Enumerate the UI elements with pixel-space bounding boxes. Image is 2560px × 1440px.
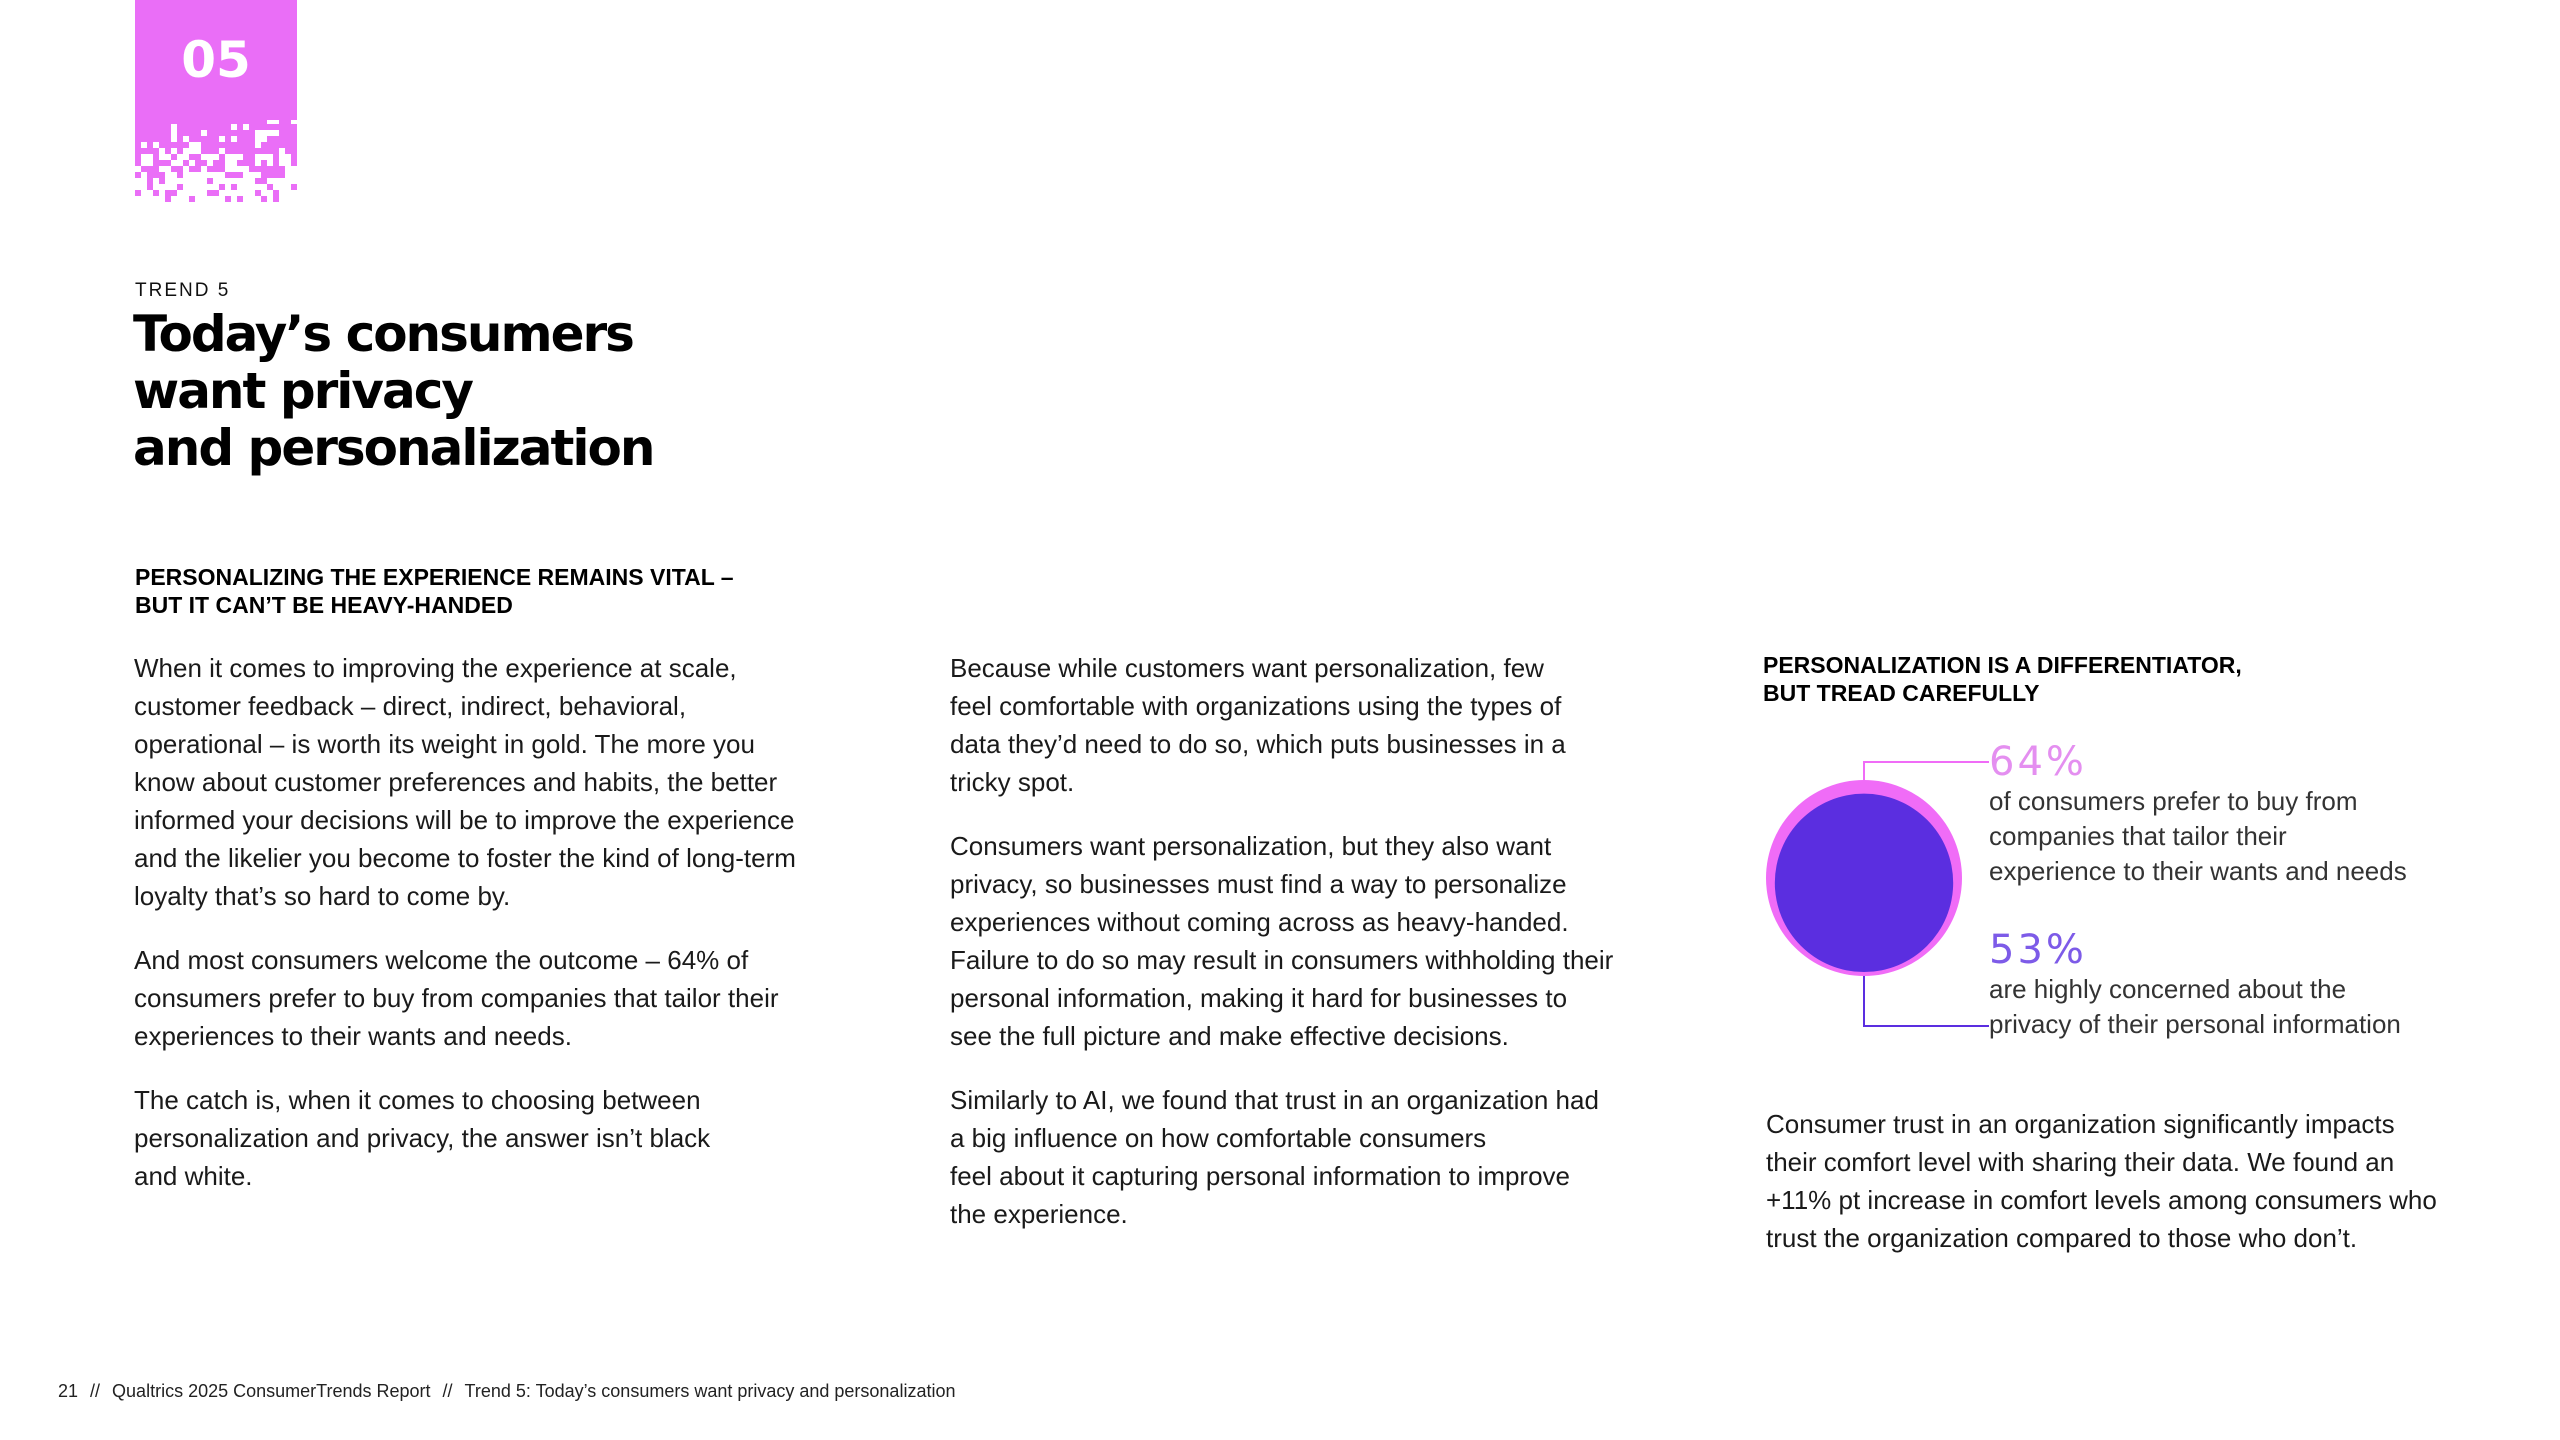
text-line: trust the organization compared to those who don’t. <box>1766 1223 2358 1253</box>
stat-chart <box>1755 752 2005 1042</box>
text-line: And most consumers welcome the outcome – 64% of <box>134 945 749 975</box>
pixel-square <box>141 148 147 154</box>
leader-line-64 <box>1864 762 1989 780</box>
pixel-square <box>207 136 213 142</box>
pixel-square <box>243 118 249 124</box>
pixel-square <box>213 136 219 142</box>
pixel-square <box>147 172 153 178</box>
pixel-square <box>195 136 201 142</box>
text-line: Because while customers want personalization, few <box>950 653 1544 683</box>
pixel-square <box>207 118 213 124</box>
pixel-square <box>285 118 291 124</box>
pixel-square <box>279 124 285 130</box>
pixel-square <box>153 118 159 124</box>
pixel-square <box>177 172 183 178</box>
subheading-line: BUT IT CAN’T BE HEAVY-HANDED <box>135 592 513 618</box>
pixel-square <box>147 166 153 172</box>
pixel-square <box>267 184 273 190</box>
stat-desc-line: companies that tailor their <box>1989 821 2287 851</box>
pixel-square <box>135 124 141 130</box>
page-title <box>133 306 653 477</box>
pixel-square <box>135 190 141 196</box>
page-footer <box>58 1381 955 1402</box>
pixel-square <box>165 142 171 148</box>
pixel-square <box>177 148 183 154</box>
pixel-square <box>225 136 231 142</box>
pixel-square <box>237 118 243 124</box>
pixel-square <box>147 136 153 142</box>
pixel-square <box>273 190 279 196</box>
pixel-square <box>267 142 273 148</box>
pixel-square <box>273 136 279 142</box>
pixel-square <box>231 172 237 178</box>
pixel-square <box>243 130 249 136</box>
footer-separator: // <box>90 1381 101 1401</box>
pixel-square <box>261 172 267 178</box>
pixel-square <box>219 142 225 148</box>
subheading-line: PERSONALIZING THE EXPERIENCE REMAINS VITAL – <box>135 564 734 590</box>
pixel-square <box>273 196 279 202</box>
pixel-square <box>213 124 219 130</box>
subheading-line: PERSONALIZATION IS A DIFFERENTIATOR, <box>1763 652 2242 678</box>
pixel-square <box>225 172 231 178</box>
pixel-square <box>141 118 147 124</box>
pixel-square <box>165 148 171 154</box>
pixel-square <box>177 130 183 136</box>
pixel-square <box>171 154 177 160</box>
pixel-square <box>279 172 285 178</box>
pixel-square <box>279 166 285 172</box>
pixel-square <box>165 130 171 136</box>
pixel-square <box>267 124 273 130</box>
pixel-square <box>249 154 255 160</box>
left-subheading <box>135 563 734 619</box>
pixel-square <box>177 118 183 124</box>
pixel-square <box>291 124 297 130</box>
pixel-square <box>165 160 171 166</box>
pixel-square <box>141 124 147 130</box>
pixel-square <box>135 118 141 124</box>
pixel-square <box>177 166 183 172</box>
pixel-square <box>201 142 207 148</box>
text-line: customer feedback – direct, indirect, behavioral, <box>134 691 687 721</box>
title-line: Today’s consumers <box>133 305 633 363</box>
text-line: loyalty that’s so hard to come by. <box>134 881 511 911</box>
pixel-square <box>249 166 255 172</box>
stat-value-64: 64% <box>1989 739 2087 785</box>
pixel-square <box>147 124 153 130</box>
pixel-square <box>279 118 285 124</box>
circle-53 <box>1775 794 1953 972</box>
paragraph <box>950 827 1670 1055</box>
text-line: privacy, so businesses must find a way to personalize <box>950 869 1567 899</box>
pixel-square <box>225 124 231 130</box>
title-line: want privacy <box>133 362 472 420</box>
pixel-square <box>231 184 237 190</box>
pixel-square <box>291 142 297 148</box>
pixel-square <box>243 154 249 160</box>
pixel-square <box>135 154 141 160</box>
paragraph <box>134 1081 854 1195</box>
pixel-square <box>171 118 177 124</box>
right-body-text <box>1766 1105 2526 1283</box>
text-line: personalization and privacy, the answer isn’t black <box>134 1123 711 1153</box>
pixel-square <box>213 142 219 148</box>
pixel-square <box>273 142 279 148</box>
pixel-square <box>249 118 255 124</box>
pixel-square <box>159 124 165 130</box>
pixel-square <box>159 178 165 184</box>
pixel-square <box>183 130 189 136</box>
pixel-square <box>177 142 183 148</box>
text-line: feel about it capturing personal information to improve <box>950 1161 1571 1191</box>
pixel-square <box>285 124 291 130</box>
pixel-square <box>219 184 225 190</box>
pixel-square <box>207 124 213 130</box>
text-line: experiences without coming across as heavy-handed. <box>950 907 1569 937</box>
pixel-square <box>189 118 195 124</box>
trend-label: TREND 5 <box>135 280 231 301</box>
pixel-square <box>141 130 147 136</box>
text-line: know about customer preferences and habits, the better <box>134 767 778 797</box>
pixel-square <box>183 160 189 166</box>
pixel-square <box>267 166 273 172</box>
stat-desc-line: are highly concerned about the <box>1989 974 2347 1004</box>
pixel-square <box>171 166 177 172</box>
paragraph <box>950 649 1670 801</box>
pixel-square <box>255 118 261 124</box>
pixel-square <box>267 136 273 142</box>
pixel-square <box>159 160 165 166</box>
text-line: feel comfortable with organizations using the types of <box>950 691 1562 721</box>
pixel-square <box>225 196 231 202</box>
pixel-square <box>195 130 201 136</box>
pixel-square <box>189 154 195 160</box>
pixel-square <box>165 124 171 130</box>
pixel-square <box>147 130 153 136</box>
text-line: +11% pt increase in comfort levels among consumers who <box>1766 1185 2437 1215</box>
pixel-square <box>135 172 141 178</box>
pixel-square <box>213 148 219 154</box>
pixel-square <box>291 184 297 190</box>
pixel-square <box>219 124 225 130</box>
pixel-square <box>255 178 261 184</box>
pixel-square <box>225 142 231 148</box>
pixel-square <box>249 130 255 136</box>
text-line: personal information, making it hard for businesses to <box>950 983 1568 1013</box>
pixel-square <box>285 142 291 148</box>
pixel-square <box>285 130 291 136</box>
pixel-square <box>219 130 225 136</box>
text-line: When it comes to improving the experience at scale, <box>134 653 737 683</box>
pixel-square <box>231 130 237 136</box>
pixel-square <box>213 160 219 166</box>
right-subheading <box>1763 651 2242 707</box>
pixel-square <box>153 190 159 196</box>
pixel-square <box>273 148 279 154</box>
pixel-square <box>153 130 159 136</box>
pixel-square <box>195 118 201 124</box>
pixel-square <box>183 124 189 130</box>
pixel-square <box>255 148 261 154</box>
pixel-square <box>201 124 207 130</box>
pixel-square <box>177 184 183 190</box>
stat-description-64 <box>1989 784 2407 889</box>
report-name: Qualtrics 2025 ConsumerTrends Report <box>112 1381 431 1401</box>
text-line: Failure to do so may result in consumers withholding their <box>950 945 1614 975</box>
pixel-square <box>213 190 219 196</box>
text-line: and the likelier you become to foster the kind of long-term <box>134 843 796 873</box>
pixel-square <box>219 154 225 160</box>
pixel-square <box>291 154 297 160</box>
pixel-square <box>159 172 165 178</box>
pixel-square <box>141 136 147 142</box>
text-line: data they’d need to do so, which puts businesses in a <box>950 729 1566 759</box>
text-line: see the full picture and make effective decisions. <box>950 1021 1509 1051</box>
pixel-square <box>249 142 255 148</box>
pixel-square <box>141 166 147 172</box>
pixel-square <box>249 160 255 166</box>
pixel-square <box>159 130 165 136</box>
pixel-square <box>237 142 243 148</box>
pixel-square <box>291 130 297 136</box>
pixel-square <box>195 124 201 130</box>
pixel-square <box>207 178 213 184</box>
pixel-square <box>261 148 267 154</box>
pixel-square <box>171 142 177 148</box>
pixel-square <box>135 160 141 166</box>
pixel-square <box>249 136 255 142</box>
section-name: Trend 5: Today’s consumers want privacy and personalization <box>464 1381 956 1401</box>
pixel-square <box>261 118 267 124</box>
text-line: Consumers want personalization, but they also want <box>950 831 1552 861</box>
pixel-square <box>273 124 279 130</box>
pixel-square <box>279 130 285 136</box>
pixel-square <box>219 118 225 124</box>
pixel-square <box>171 190 177 196</box>
text-line: a big influence on how comfortable consumers <box>950 1123 1487 1153</box>
text-line: the experience. <box>950 1199 1128 1229</box>
pixel-square <box>183 142 189 148</box>
text-line: and white. <box>134 1161 253 1191</box>
pixel-square <box>261 178 267 184</box>
pixel-square <box>201 148 207 154</box>
pixel-square <box>135 148 141 154</box>
pixel-square <box>231 118 237 124</box>
pixel-square <box>189 166 195 172</box>
pixel-square <box>261 160 267 166</box>
pixel-square <box>237 130 243 136</box>
pixel-square <box>153 124 159 130</box>
paragraph <box>134 941 854 1055</box>
pixel-square <box>207 142 213 148</box>
pixel-square <box>207 148 213 154</box>
pixel-square <box>213 130 219 136</box>
pixel-square <box>177 124 183 130</box>
pixel-square <box>189 136 195 142</box>
pixel-square <box>237 160 243 166</box>
pixel-square <box>153 160 159 166</box>
pixel-square <box>207 190 213 196</box>
pixel-square <box>267 172 273 178</box>
text-line: operational – is worth its weight in gold. The more you <box>134 729 755 759</box>
stat-desc-line: of consumers prefer to buy from <box>1989 786 2358 816</box>
pixel-square <box>135 130 141 136</box>
pixel-square <box>261 142 267 148</box>
text-line: The catch is, when it comes to choosing between <box>134 1085 701 1115</box>
pixel-square <box>243 142 249 148</box>
pixel-square <box>237 136 243 142</box>
pixel-square <box>273 154 279 160</box>
paragraph <box>950 1081 1670 1233</box>
text-line: Similarly to AI, we found that trust in an organization had <box>950 1085 1599 1115</box>
text-line: informed your decisions will be to improve the experience <box>134 805 795 835</box>
stat-desc-line: experience to their wants and needs <box>1989 856 2407 886</box>
pixel-square <box>153 172 159 178</box>
pixel-square <box>279 142 285 148</box>
subheading-line: BUT TREAD CAREFULLY <box>1763 680 2040 706</box>
pixel-square <box>261 124 267 130</box>
pixel-square <box>147 118 153 124</box>
paragraph <box>1766 1105 2526 1257</box>
pixel-square <box>291 148 297 154</box>
pixel-square <box>201 160 207 166</box>
pixel-square <box>267 148 273 154</box>
pixel-square <box>255 190 261 196</box>
pixel-square <box>195 166 201 172</box>
stat-value-53: 53% <box>1989 927 2087 973</box>
text-line: experiences to their wants and needs. <box>134 1021 572 1051</box>
stat-desc-line: privacy of their personal information <box>1989 1009 2401 1039</box>
body-column-1 <box>134 649 854 1221</box>
pixel-square <box>189 124 195 130</box>
pixel-square <box>231 148 237 154</box>
pixel-square <box>273 172 279 178</box>
stat-description-53 <box>1989 972 2401 1042</box>
pixel-square <box>207 130 213 136</box>
pixel-square <box>153 166 159 172</box>
pixel-square <box>165 190 171 196</box>
pixel-square <box>177 136 183 142</box>
pixel-square <box>153 154 159 160</box>
pixel-square <box>225 130 231 136</box>
section-number-badge <box>135 0 297 120</box>
pixel-square <box>213 166 219 172</box>
page-number: 21 <box>58 1381 79 1401</box>
pixel-square <box>147 184 153 190</box>
pixel-square <box>291 136 297 142</box>
pixel-square <box>189 196 195 202</box>
pixel-square <box>159 136 165 142</box>
pixel-square <box>165 118 171 124</box>
pixel-square <box>249 148 255 154</box>
pixel-square <box>243 136 249 142</box>
pixel-square <box>285 136 291 142</box>
paragraph <box>134 649 854 915</box>
pixel-square <box>255 166 261 172</box>
pixel-square <box>285 148 291 154</box>
section-number: 05 <box>181 31 251 89</box>
pixel-square <box>237 148 243 154</box>
pixel-square <box>135 136 141 142</box>
pixel-square <box>237 172 243 178</box>
pixel-square <box>237 196 243 202</box>
leader-line-53 <box>1864 972 1989 1026</box>
text-line: Consumer trust in an organization significantly impacts <box>1766 1109 2395 1139</box>
pixel-square <box>273 166 279 172</box>
pixel-square <box>147 148 153 154</box>
pixel-square <box>165 136 171 142</box>
pixel-dissolve-decoration <box>135 118 297 202</box>
footer-separator: // <box>442 1381 453 1401</box>
pixel-square <box>219 166 225 172</box>
pixel-square <box>165 196 171 202</box>
pixel-square <box>159 118 165 124</box>
text-line: consumers prefer to buy from companies that tailor their <box>134 983 779 1013</box>
pixel-square <box>261 166 267 172</box>
pixel-square <box>279 136 285 142</box>
pixel-square <box>201 136 207 142</box>
pixel-square <box>225 148 231 154</box>
pixel-square <box>243 148 249 154</box>
pixel-square <box>291 160 297 166</box>
pixel-square <box>201 118 207 124</box>
pixel-square <box>261 196 267 202</box>
pixel-square <box>243 160 249 166</box>
pixel-square <box>219 160 225 166</box>
pixel-square <box>273 160 279 166</box>
text-line: tricky spot. <box>950 767 1075 797</box>
pixel-square <box>195 154 201 160</box>
pixel-square <box>231 142 237 148</box>
pixel-square <box>189 130 195 136</box>
pixel-square <box>147 142 153 148</box>
pixel-square <box>225 118 231 124</box>
title-line: and personalization <box>133 419 654 477</box>
pixel-square <box>237 124 243 130</box>
body-column-2 <box>950 649 1670 1259</box>
pixel-square <box>159 142 165 148</box>
pixel-square <box>213 118 219 124</box>
pixel-square <box>147 178 153 184</box>
pixel-square <box>183 118 189 124</box>
pixel-square <box>135 142 141 148</box>
pixel-square <box>249 124 255 130</box>
text-line: their comfort level with sharing their data. We found an <box>1766 1147 2395 1177</box>
pixel-square <box>153 148 159 154</box>
pixel-square <box>207 166 213 172</box>
pixel-square <box>255 124 261 130</box>
pixel-square <box>153 136 159 142</box>
pixel-square <box>195 160 201 166</box>
